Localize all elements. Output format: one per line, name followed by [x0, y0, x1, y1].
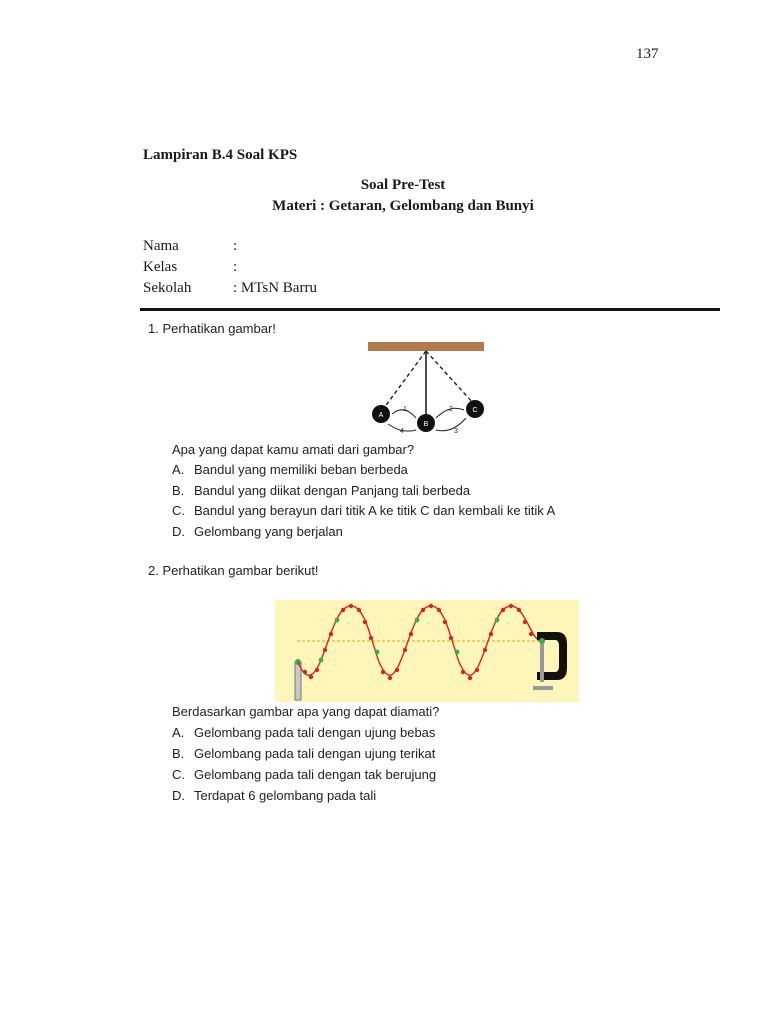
- question-1-option-d[interactable]: [172, 524, 343, 539]
- field-label: Nama: [143, 238, 179, 254]
- appendix-title: Lampiran B.4 Soal KPS: [143, 147, 298, 163]
- arrow-label-2: 2: [449, 406, 453, 413]
- option-letter: C.: [172, 767, 185, 782]
- bob-c-label: C: [472, 407, 478, 414]
- option-text: Gelombang pada tali dengan ujung terikat: [194, 746, 436, 761]
- rope-wave-figure: [275, 600, 579, 702]
- field-value: : MTsN Barru: [233, 280, 317, 296]
- arrow-label-1: 1: [403, 406, 407, 413]
- test-subtitle: Materi : Getaran, Gelombang dan Bunyi: [272, 198, 534, 214]
- option-letter: B.: [172, 746, 185, 761]
- question-2-heading: 2. Perhatikan gambar berikut!: [148, 563, 319, 578]
- question-2-option-a[interactable]: [172, 725, 435, 740]
- option-text: Bandul yang memiliki beban berbeda: [194, 462, 408, 477]
- arrow-label-4: 4: [400, 428, 404, 435]
- option-letter: C.: [172, 503, 185, 518]
- field-label: Kelas: [143, 259, 178, 275]
- test-title: Soal Pre-Test: [360, 177, 446, 193]
- question-2-option-b[interactable]: [172, 746, 435, 761]
- question-1-option-b[interactable]: [172, 483, 470, 498]
- option-letter: A.: [172, 725, 185, 740]
- question-2-option-c[interactable]: [172, 767, 436, 782]
- field-nama: [143, 238, 237, 255]
- option-letter: D.: [172, 524, 185, 539]
- option-letter: A.: [172, 462, 185, 477]
- option-letter: D.: [172, 788, 185, 803]
- option-text: Gelombang pada tali dengan ujung bebas: [194, 725, 436, 740]
- option-text: Terdapat 6 gelombang pada tali: [194, 788, 377, 803]
- question-2-prompt: Berdasarkan gambar apa yang dapat diamati?: [172, 704, 440, 719]
- field-kelas: [143, 259, 237, 276]
- option-text: Gelombang yang berjalan: [194, 524, 343, 539]
- bob-a-label: A: [378, 412, 384, 419]
- question-1-option-c[interactable]: [172, 503, 555, 518]
- arrow-label-3: 3: [454, 428, 458, 435]
- option-text: Gelombang pada tali dengan tak berujung: [194, 767, 437, 782]
- field-value: :: [233, 259, 238, 275]
- question-1-prompt: Apa yang dapat kamu amati dari gambar?: [172, 442, 415, 457]
- header-divider: [140, 308, 720, 311]
- page-number: 137: [636, 46, 659, 62]
- bob-b-label: B: [423, 421, 429, 428]
- option-text: Bandul yang berayun dari titik A ke titik C dan kembali ke titik A: [194, 503, 556, 518]
- field-sekolah: [143, 280, 317, 297]
- option-text: Bandul yang diikat dengan Panjang tali berbeda: [194, 483, 471, 498]
- option-letter: B.: [172, 483, 185, 498]
- question-1-option-a[interactable]: [172, 462, 408, 477]
- field-label: Sekolah: [143, 280, 192, 296]
- pendulum-figure: [364, 338, 488, 438]
- field-value: :: [233, 238, 238, 254]
- question-2-option-d[interactable]: [172, 788, 376, 803]
- question-1-heading: 1. Perhatikan gambar!: [148, 321, 276, 336]
- pendulum-beam: [368, 342, 484, 351]
